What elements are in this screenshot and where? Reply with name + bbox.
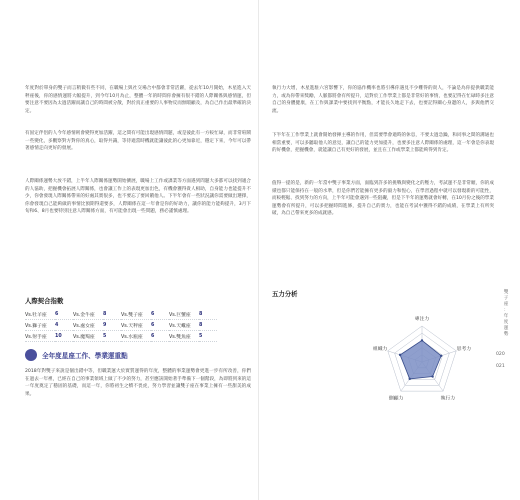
radar-axis-label: 組織力 — [372, 347, 388, 353]
compatibility-score: 5 — [103, 333, 107, 339]
compatibility-sign: Vs.處女座 — [73, 323, 95, 329]
left-paragraph-1: 年度對於單身的雙子而言稍微有些不同，在職場上與社交場合中都會非常活躍，從去年10月開始，木星進入天秤座後，你的感情運將大幅提升，到今年10月為止，整體一年的時間你會擁有很不錯的人際關係與感情運，但要注意不要因為太過活躍而讓自己的時間被分散，對於真正重要的人事物反而無暇顧及，為自己作出最準確的決定。 — [25, 86, 251, 114]
right-paragraph-3: 值得一提的是，新的一年當中雙子事業方面，面臨到許多的挑戰與變化之的壓力，考試運不是非常順，你的成績也都只能保持在一般的水準，但是你們若能擁有更多的毅力和恆心，在學習過程中就可以發現新的可能性，而較輕鬆、找到努力的方向，上半年可能會遇到一些阻礙，但是下半年的運勢就會好轉，在10月份之後的學業運勢會有所提升，可以多把握時間進修，提升自己的實力，也能在考試中獲得不錯的成績，在學業上有所突破，為自己帶來更多的成就感。 — [272, 181, 494, 217]
compatibility-row — [25, 309, 217, 320]
left-paragraph-4: 2018年對雙子來說是個出錯中等，但職業運大於實質運得的年度，整體的事業運勢會更進一步有所改善，你們在過去一年裡，已經在自己的事業領域上做了不少的努力，甚至應該開始著手準備下一個階段，為即將到來的這一年度奠定了穩固的基礎，而這一年，你將初生之犢不畏虎，努力學習並讓雙子座在事業上擁有一些甜美的成果。 — [25, 369, 251, 397]
side-tab-label: 雙 子 座 ： 年 度 運 勢 — [503, 290, 509, 337]
compatibility-score: 5 — [199, 333, 203, 339]
compatibility-score: 10 — [55, 333, 62, 339]
radar-data-point — [409, 378, 411, 380]
compatibility-score: 4 — [55, 322, 59, 328]
compatibility-title: 人際契合指數 — [25, 297, 64, 305]
page-gutter — [258, 0, 259, 500]
right-paragraph-2: 下半年在工作學業上就會開始發揮主導的作用，但需要學會適時的休息，不要太過急躁，和同事之間的溝通也相當重要，可以多聽取他人的意見，讓自己的能力更加提升，也要多注意人際關係的處理，這一年會是你表現的好機會，把握機會，就能讓自己有更好的發展，並且在工作或學業上都能夠得到肯定。 — [272, 133, 494, 154]
left-paragraph-2: 有固定伴侶的人今年感情則會變得更加活躍，這之間有可能出現感情問題，或是彼此有一方較忙碌，而非常喧鬧一些變化，多觀察對方對你的真心，取得共識，等待適當時機就能讓彼此的心更加靠近，穩定下來，今年可以帶著感情走向更好的發展。 — [25, 131, 251, 152]
compatibility-sign: Vs.牡羊座 — [25, 312, 47, 318]
compatibility-score: 6 — [55, 311, 59, 317]
work-section-title: 全年度星座工作、學業運重點 — [42, 352, 128, 360]
left-page — [0, 0, 256, 500]
compatibility-table — [25, 309, 217, 342]
compatibility-sign: Vs.雙魚座 — [169, 334, 191, 340]
radar-data-point — [440, 355, 442, 357]
compatibility-sign: Vs.魔羯座 — [73, 334, 95, 340]
work-section-header — [25, 349, 128, 361]
compatibility-sign: Vs.射手座 — [25, 334, 47, 340]
right-paragraph-1: 執行力大增，木星進駐六宮影響下，你的協作機率也將引導你遇見不少難得的貴人，不論是為你提供職業能力，或為你帶來獎勵，人脈都將會有所提升，這對於工作學業上都是非常好的事情，也要記得在忙碌時多注意自己的身體健康，在工作與課業中要找到平衡點，才能長久地走下去，也要記得關心身邊的人，多與他們交流。 — [272, 86, 494, 114]
compatibility-sign: Vs.天蠍座 — [169, 323, 191, 329]
section-bullet-icon — [25, 349, 37, 361]
compatibility-sign: Vs.獅子座 — [25, 323, 47, 329]
radar-data-area — [400, 340, 441, 378]
compatibility-sign: Vs.金牛座 — [73, 312, 95, 318]
compatibility-score: 8 — [103, 311, 107, 317]
compatibility-score: 9 — [103, 322, 107, 328]
compatibility-sign: Vs.水瓶座 — [121, 334, 143, 340]
five-force-title: 五力分析 — [272, 290, 298, 298]
radar-data-point — [431, 375, 433, 377]
compatibility-score: 6 — [151, 311, 155, 317]
left-paragraph-3: 人際關係運勢大放不錯，上半年人際關係運勢開始擴展，職場上工作或課業等方面遇到問題大多都可以找到適合的人協助，把握機會拓展人際關係，也會讓工作上的表現更加出色，有機會獲得貴人相助，自身能力也能提升不少，你會發現人際關係帶來的好處其實很多，也不要忘了要回饋他人。下半年會有一些狀況讓你需要做出選擇，你會發現自己能夠做的事情比預期得還要多，人際關係在這一年會是你的好助力，讓你的能力能夠提升，3月下旬和6、8月也要特別注意人際關係方面，有可能會出現一些問題，務必謹慎處理。 — [25, 179, 251, 215]
compatibility-row — [25, 331, 217, 342]
radar-axis-label: 專注力 — [414, 316, 430, 322]
right-page — [262, 0, 520, 500]
compatibility-score: 6 — [151, 333, 155, 339]
radar-axis-label: 側顧力 — [388, 396, 404, 402]
compatibility-score: 6 — [151, 322, 155, 328]
compatibility-sign: Vs.雙子座 — [121, 312, 143, 318]
compatibility-score: 8 — [199, 311, 203, 317]
compatibility-row — [25, 320, 217, 331]
radar-data-point — [421, 339, 423, 341]
radar-chart — [362, 306, 482, 416]
radar-axis-label: 思考力 — [456, 347, 472, 353]
compatibility-sign: Vs.巨蟹座 — [169, 312, 191, 318]
compatibility-score: 8 — [199, 322, 203, 328]
radar-axis-label: 執行力 — [440, 396, 456, 402]
compatibility-sign: Vs.天秤座 — [121, 323, 143, 329]
radar-svg — [362, 306, 482, 416]
page-number-left: 020 — [496, 352, 505, 357]
page-number-right: 021 — [496, 364, 505, 369]
radar-data-point — [399, 354, 401, 356]
